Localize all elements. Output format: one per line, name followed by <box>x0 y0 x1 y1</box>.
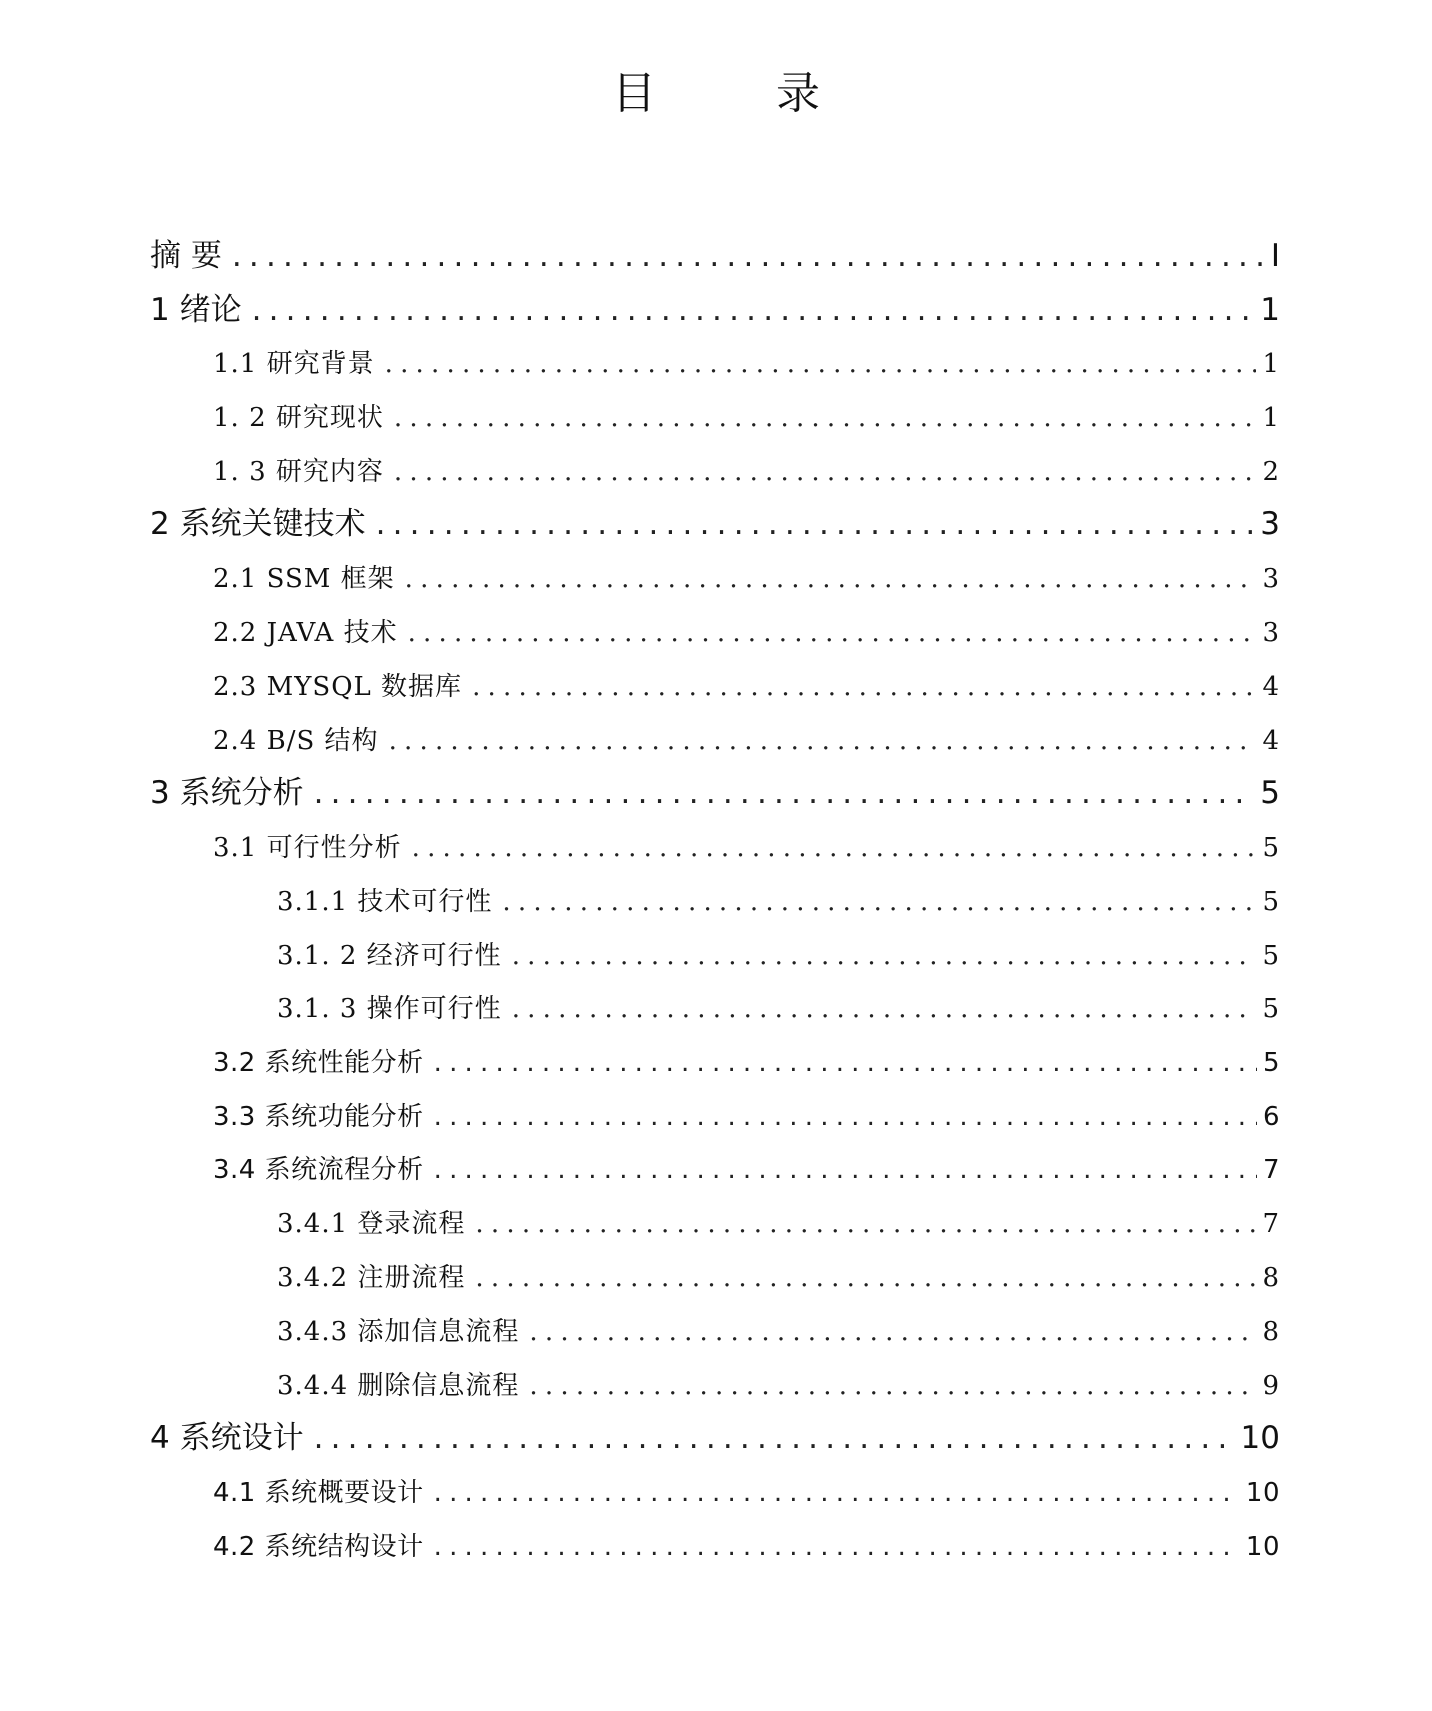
toc-entry-label: 3.2 系统性能分析 <box>213 1048 424 1078</box>
toc-entry-page: 6 <box>1262 1102 1280 1132</box>
toc-entry-3-4[interactable] <box>213 1146 1280 1194</box>
toc-entry-page: 5 <box>1262 833 1280 863</box>
dot-leader <box>408 609 1257 657</box>
dot-leader <box>389 717 1257 765</box>
toc-entry-3-4-2[interactable] <box>277 1254 1280 1302</box>
toc-entry-label: 4 系统设计 <box>150 1420 304 1456</box>
toc-entry-label: 3.4.4 删除信息流程 <box>277 1371 520 1401</box>
toc-entry-1-1[interactable] <box>213 340 1280 388</box>
toc-entry-page: 7 <box>1262 1155 1280 1185</box>
toc-entry-4[interactable] <box>150 1414 1280 1462</box>
dot-leader <box>385 340 1257 388</box>
toc-entry-label: 2.2 JAVA 技术 <box>213 618 398 648</box>
toc-entry-page: 3 <box>1260 506 1280 542</box>
dot-leader <box>434 1093 1257 1141</box>
toc-entry-3-3[interactable] <box>213 1093 1280 1141</box>
toc-entry-page: 5 <box>1262 994 1280 1024</box>
toc-entry-label: 3.1.1 技术可行性 <box>277 887 493 917</box>
toc-entry-label: 3 系统分析 <box>150 775 304 811</box>
toc-entry-3-4-3[interactable] <box>277 1308 1280 1356</box>
toc-entry-page: 8 <box>1262 1317 1280 1347</box>
toc-entry-label: 2 系统关键技术 <box>150 506 366 542</box>
toc-title: 目 录 <box>612 68 858 119</box>
toc-entry-page: 3 <box>1262 564 1280 594</box>
toc-entry-3-2[interactable] <box>213 1039 1280 1087</box>
toc-entry-label: 3.4.1 登录流程 <box>277 1209 466 1239</box>
toc-entry-page: 2 <box>1262 457 1280 487</box>
dot-leader <box>314 769 1255 817</box>
toc-entry-2-3[interactable] <box>213 663 1280 711</box>
toc-entry-page: 3 <box>1262 618 1280 648</box>
toc-entry-label: 4.2 系统结构设计 <box>213 1532 424 1562</box>
toc-entry-3-1-1[interactable] <box>277 878 1280 926</box>
toc-entry-label: 2.1 SSM 框架 <box>213 564 395 594</box>
dot-leader <box>512 985 1257 1033</box>
dot-leader <box>394 448 1257 496</box>
dot-leader <box>405 555 1257 603</box>
toc-entry-3-1-3[interactable] <box>277 985 1280 1033</box>
dot-leader <box>412 824 1257 872</box>
toc-entry-abstract[interactable] <box>150 232 1280 280</box>
toc-entry-page: 1 <box>1262 403 1280 433</box>
toc-entry-label: 摘 要 <box>150 238 222 274</box>
dot-leader <box>252 286 1255 334</box>
toc-entry-2-2[interactable] <box>213 609 1280 657</box>
dot-leader <box>475 1254 1256 1302</box>
toc-entry-label: 3.1 可行性分析 <box>213 833 402 863</box>
toc-entry-page: 5 <box>1262 887 1280 917</box>
dot-leader <box>394 394 1257 442</box>
toc-entry-page: I <box>1270 238 1280 274</box>
toc-entry-label: 2.3 MYSQL 数据库 <box>213 672 463 702</box>
toc-entry-page: 10 <box>1245 1478 1280 1508</box>
toc-entry-label: 3.4.2 注册流程 <box>277 1263 466 1293</box>
toc-entry-label: 1.1 研究背景 <box>213 349 375 379</box>
toc-entry-page: 10 <box>1245 1532 1280 1562</box>
toc-entry-label: 1. 3 研究内容 <box>213 457 384 487</box>
toc-entry-label: 3.4 系统流程分析 <box>213 1155 424 1185</box>
dot-leader <box>314 1414 1235 1462</box>
toc-entry-3-1-2[interactable] <box>277 932 1280 980</box>
toc-entry-1[interactable] <box>150 286 1280 334</box>
toc-entry-label: 3.1. 2 经济可行性 <box>277 941 502 971</box>
dot-leader <box>529 1308 1256 1356</box>
toc-entry-4-1[interactable] <box>213 1469 1280 1517</box>
toc-entry-page: 4 <box>1262 672 1280 702</box>
dot-leader <box>434 1469 1240 1517</box>
dot-leader <box>434 1146 1257 1194</box>
toc-entry-1-3[interactable] <box>213 448 1280 496</box>
toc-entry-page: 10 <box>1240 1420 1280 1456</box>
toc-entry-page: 8 <box>1262 1263 1280 1293</box>
toc-entry-3-4-4[interactable] <box>277 1362 1280 1410</box>
toc-entry-page: 4 <box>1262 726 1280 756</box>
toc-entry-page: 1 <box>1262 349 1280 379</box>
toc-entry-2-4[interactable] <box>213 717 1280 765</box>
toc-entry-3-1[interactable] <box>213 824 1280 872</box>
toc-entry-2[interactable] <box>150 500 1280 548</box>
toc-entry-2-1[interactable] <box>213 555 1280 603</box>
toc-entry-label: 3.4.3 添加信息流程 <box>277 1317 520 1347</box>
toc-entry-page: 5 <box>1262 1048 1280 1078</box>
toc-entry-3-4-1[interactable] <box>277 1200 1280 1248</box>
dot-leader <box>472 663 1256 711</box>
dot-leader <box>232 232 1265 280</box>
dot-leader <box>529 1362 1256 1410</box>
toc-entry-1-2[interactable] <box>213 394 1280 442</box>
dot-leader <box>434 1039 1257 1087</box>
toc-entry-label: 2.4 B/S 结构 <box>213 726 379 756</box>
toc-entry-3[interactable] <box>150 769 1280 817</box>
toc-entry-label: 4.1 系统概要设计 <box>213 1478 424 1508</box>
toc-entry-4-2[interactable] <box>213 1523 1280 1571</box>
dot-leader <box>512 932 1257 980</box>
toc-entry-label: 3.1. 3 操作可行性 <box>277 994 502 1024</box>
dot-leader <box>475 1200 1256 1248</box>
toc-entry-page: 5 <box>1260 775 1280 811</box>
toc-entry-page: 5 <box>1262 941 1280 971</box>
toc-entry-label: 1. 2 研究现状 <box>213 403 384 433</box>
dot-leader <box>502 878 1256 926</box>
toc-entry-page: 9 <box>1262 1371 1280 1401</box>
toc-entry-label: 3.3 系统功能分析 <box>213 1102 424 1132</box>
toc-entry-page: 1 <box>1260 292 1280 328</box>
dot-leader <box>434 1523 1240 1571</box>
toc-entry-page: 7 <box>1262 1209 1280 1239</box>
dot-leader <box>376 500 1255 548</box>
toc-entry-label: 1 绪论 <box>150 292 242 328</box>
